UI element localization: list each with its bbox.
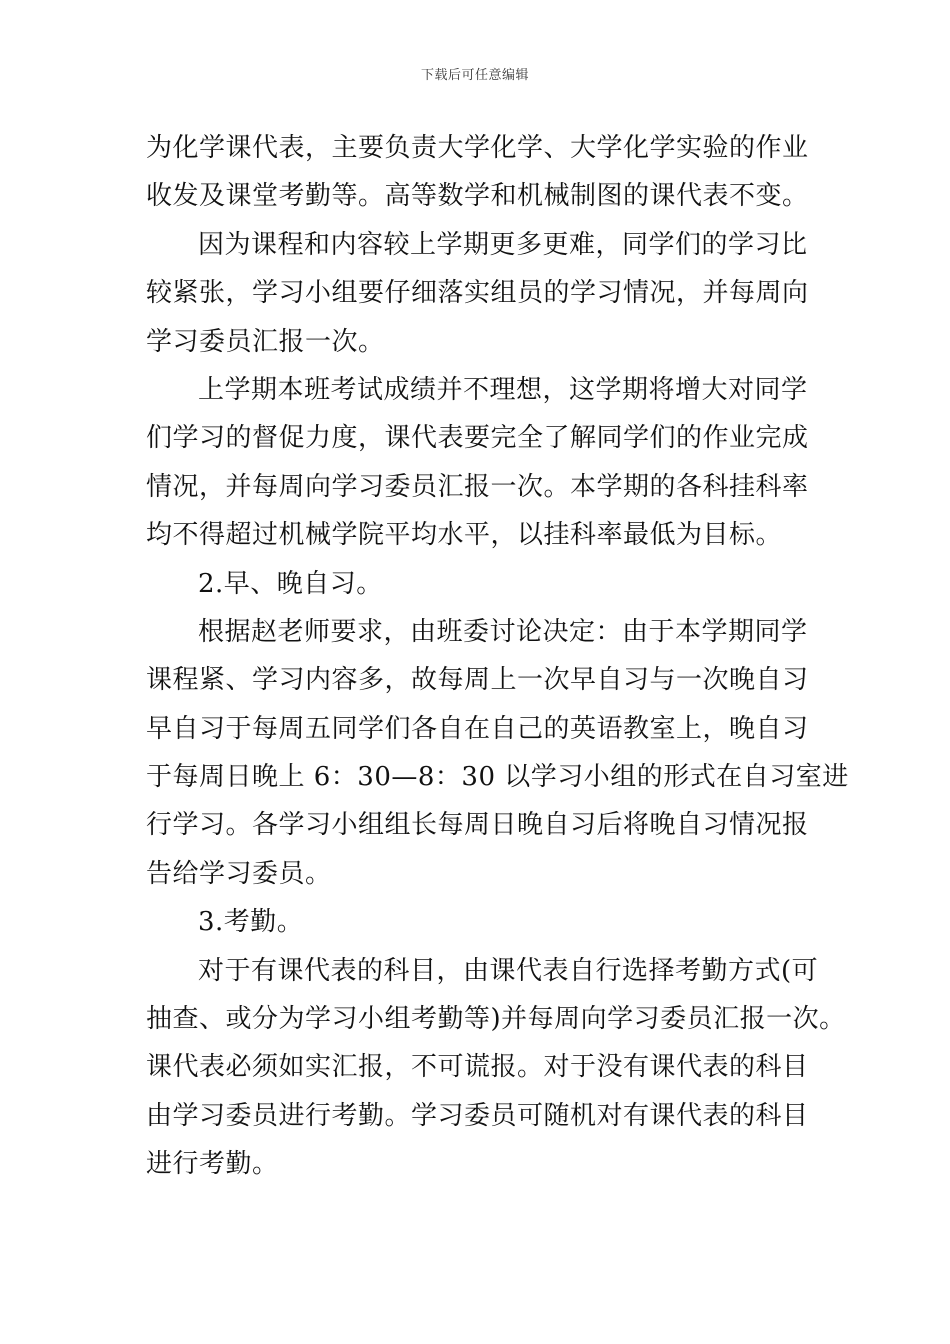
text-line: 课代表必须如实汇报，不可谎报。对于没有课代表的科目 (146, 1052, 809, 1083)
text-line: 学习委员汇报一次。 (146, 326, 385, 357)
text-line: 均不得超过机械学院平均水平，以挂科率最低为目标。 (146, 520, 783, 551)
paragraph-start-line: 根据赵老师要求，由班委讨论决定：由于本学期同学 (198, 616, 808, 647)
paragraph-start-line: 上学期本班考试成绩并不理想，这学期将增大对同学 (198, 374, 808, 405)
text-line: 们学习的督促力度，课代表要完全了解同学们的作业完成 (146, 423, 809, 454)
text-line: 为化学课代表，主要负责大学化学、大学化学实验的作业 (146, 133, 809, 163)
paragraph-start-line: 对于有课代表的科目，由课代表自行选择考勤方式(可 (198, 955, 819, 986)
text-line: 课程紧、学习内容多，故每周上一次早自习与一次晚自习 (146, 665, 809, 696)
text-line: 进行考勤。 (146, 1149, 279, 1180)
document-body (146, 124, 849, 1189)
text-line: 抽查、或分为学习小组考勤等)并每周向学习委员汇报一次。 (146, 1004, 846, 1035)
page-header: 下载后可任意编辑 (420, 68, 529, 83)
text-line: 早自习于每周五同学们各自在自己的英语教室上，晚自习 (146, 713, 809, 744)
text-line: 较紧张，学习小组要仔细落实组员的学习情况，并每周向 (146, 278, 809, 309)
text-line: 情况，并每周向学习委员汇报一次。本学期的各科挂科率 (146, 471, 809, 502)
section-heading: 3.考勤。 (198, 907, 304, 938)
text-line: 告给学习委员。 (146, 858, 332, 889)
text-line: 收发及课堂考勤等。高等数学和机械制图的课代表不变。 (146, 181, 809, 212)
text-line: 由学习委员进行考勤。学习委员可随机对有课代表的科目 (146, 1100, 809, 1131)
paragraph-start-line: 因为课程和内容较上学期更多更难，同学们的学习比 (198, 229, 808, 260)
text-line: 于每周日晚上 6：30—8：30 以学习小组的形式在自习室进 (146, 762, 849, 793)
text-line: 行学习。各学习小组组长每周日晚自习后将晚自习情况报 (146, 810, 809, 841)
section-heading: 2.早、晚自习。 (198, 568, 383, 599)
